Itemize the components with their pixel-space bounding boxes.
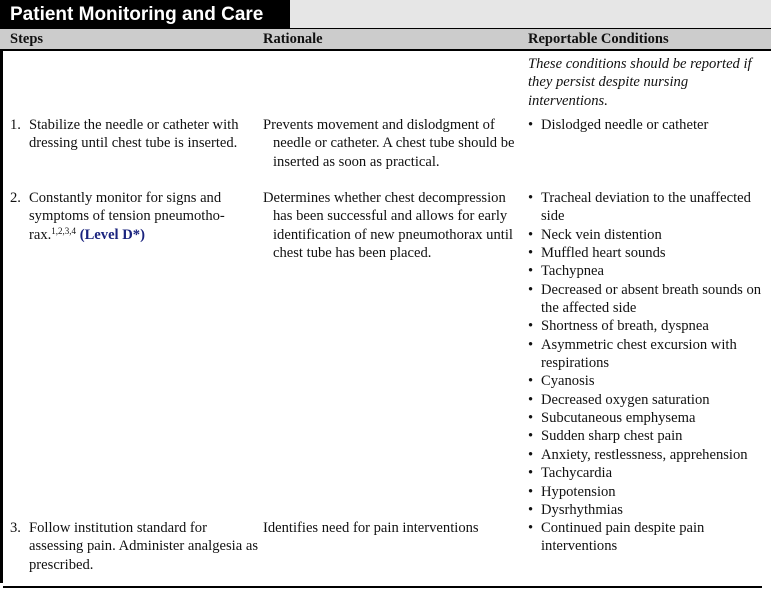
step-text: Constantly monitor for signs and symptoms of tension pneumotho-rax. xyxy=(29,190,225,243)
table-header xyxy=(0,28,771,51)
step-number: 2. xyxy=(10,190,21,206)
step-text: Follow institution standard for assessing pain. Administer analgesia as prescribed. xyxy=(29,520,258,573)
condition-item: • Dislodged needle or catheter xyxy=(528,116,764,134)
evidence-level: (Level D*) xyxy=(79,226,145,243)
column-header-rationale: Rationale xyxy=(263,31,323,47)
conditions-2 xyxy=(528,189,768,519)
reference-superscript: 1,2,3,4 xyxy=(51,225,77,236)
step-2 xyxy=(10,189,261,244)
condition-item: • Dysrhythmias xyxy=(528,501,768,519)
condition-item: • Sudden sharp chest pain xyxy=(528,427,768,445)
step-number: 3. xyxy=(10,520,21,536)
condition-item: • Continued pain despite pain interventions xyxy=(528,519,764,556)
step-text: Stabilize the needle or catheter with dressing until chest tube is inserted. xyxy=(29,117,239,152)
step-1 xyxy=(10,116,261,153)
rationale-2: Determines whether chest decompression has been successful and allows for early identification of new pneumothorax until chest tube has been placed. xyxy=(263,190,513,262)
step-3 xyxy=(10,519,261,574)
step-number: 1. xyxy=(10,117,21,133)
condition-item: • Tachycardia xyxy=(528,464,768,482)
bottom-rule xyxy=(3,586,762,588)
rationale-3: Identifies need for pain interventions xyxy=(263,520,479,536)
left-border xyxy=(0,0,3,583)
condition-item: • Tracheal deviation to the unaffected side xyxy=(528,189,768,226)
condition-item: • Asymmetric chest excursion with respirations xyxy=(528,336,768,373)
section-title: Patient Monitoring and Care xyxy=(0,0,290,28)
rationale-1: Prevents movement and dislodgment of needle or catheter. A chest tube should be inserted as soon as practical. xyxy=(263,117,515,170)
reportable-intro: These conditions should be reported if they persist despite nursing interventions. xyxy=(528,56,752,109)
condition-item: • Muffled heart sounds xyxy=(528,244,768,262)
conditions-3 xyxy=(528,519,764,556)
condition-item: • Shortness of breath, dyspnea xyxy=(528,317,768,335)
condition-item: • Subcutaneous emphysema xyxy=(528,409,768,427)
condition-item: • Tachypnea xyxy=(528,262,768,280)
condition-item: • Anxiety, restlessness, apprehension xyxy=(528,446,768,464)
condition-item: • Hypotension xyxy=(528,483,768,501)
column-header-steps: Steps xyxy=(10,31,44,47)
condition-item: • Decreased oxygen saturation xyxy=(528,391,768,409)
condition-item: • Neck vein distention xyxy=(528,226,768,244)
condition-item: • Cyanosis xyxy=(528,372,768,390)
condition-item: • Decreased or absent breath sounds on the affected side xyxy=(528,281,768,318)
column-header-reportable: Reportable Conditions xyxy=(528,31,669,47)
conditions-1 xyxy=(528,116,764,134)
